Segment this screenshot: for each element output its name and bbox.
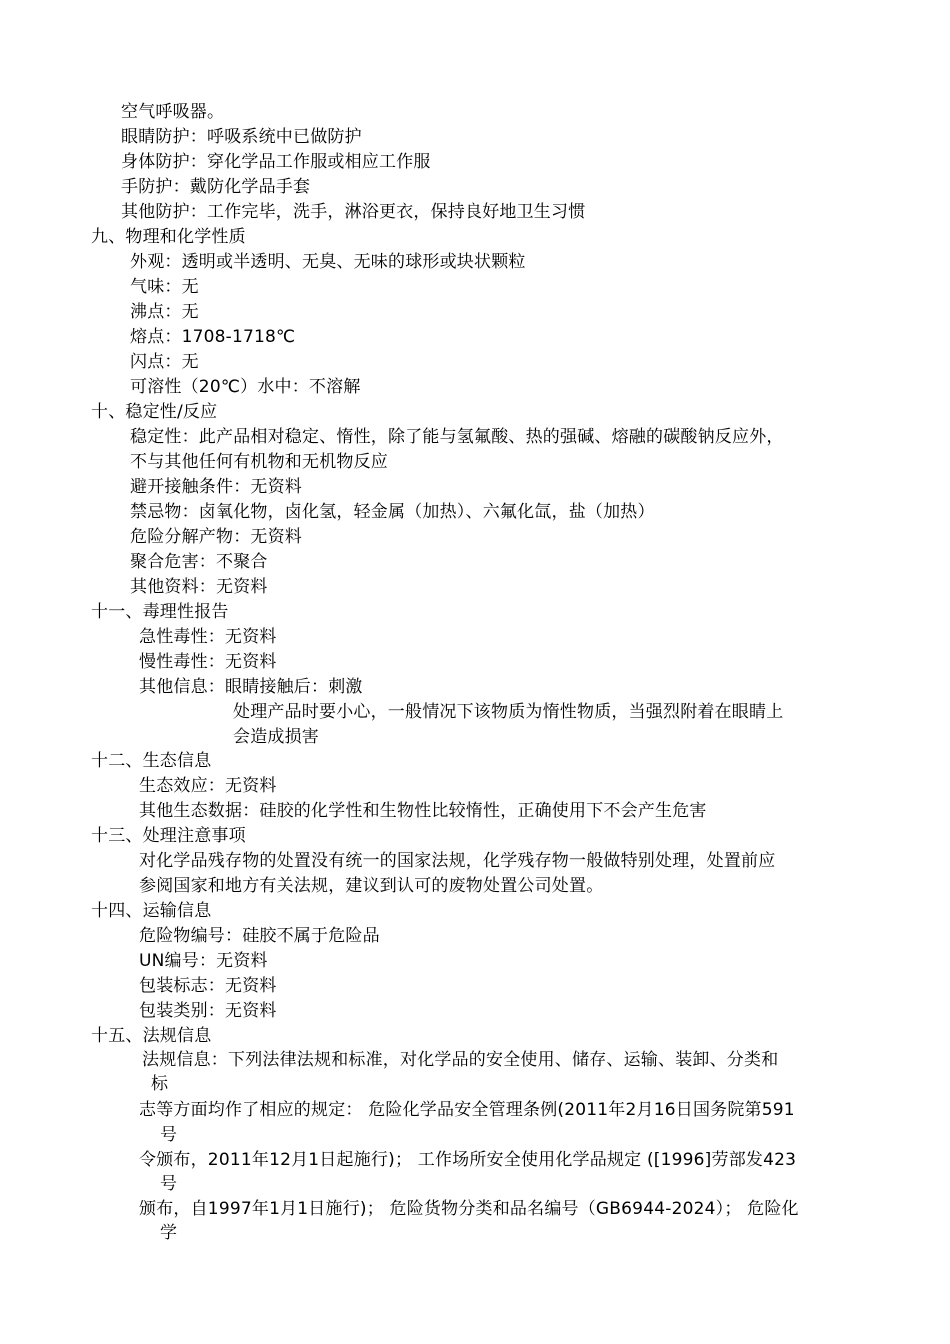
text-line: 令颁布，2011年12月1日起施行)； 工作场所安全使用化学品规定 ([1996]劳部发423 <box>139 1150 797 1170</box>
text-line: 其他生态数据：硅胶的化学性和生物性比较惰性，正确使用下不会产生危害 <box>139 801 707 821</box>
text-line: 熔点：1708-1718℃ <box>130 327 296 347</box>
text-line: 颁布，自1997年1月1日施行)； 危险货物分类和品名编号（GB6944-2024）； 危险化 <box>139 1199 799 1219</box>
text-line: 眼睛防护：呼吸系统中已做防护 <box>121 127 362 147</box>
text-line: 闪点：无 <box>130 352 199 372</box>
section-heading: 十二、生态信息 <box>91 751 212 771</box>
text-line: 包装标志：无资料 <box>139 976 277 996</box>
text-line: 生态效应：无资料 <box>139 776 277 796</box>
section-heading: 十、稳定性/反应 <box>91 402 218 422</box>
text-line: 危险分解产物：无资料 <box>130 527 302 547</box>
text-line: 急性毒性：无资料 <box>139 627 277 647</box>
text-line: 慢性毒性：无资料 <box>139 652 277 672</box>
section-heading: 十三、处理注意事项 <box>91 826 246 846</box>
text-line: 会造成损害 <box>233 727 319 747</box>
text-line: 不与其他任何有机物和无机物反应 <box>130 452 388 472</box>
text-line: 身体防护：穿化学品工作服或相应工作服 <box>121 152 431 172</box>
text-line: 气味：无 <box>130 277 199 297</box>
text-line: 标 <box>151 1074 169 1094</box>
text-line: 处理产品时要小心，一般情况下该物质为惰性物质，当强烈附着在眼睛上 <box>233 702 784 722</box>
text-line: 号 <box>160 1174 178 1194</box>
text-line: 禁忌物：卤氧化物，卤化氢，轻金属（加热）、六氟化氙，盐（加热） <box>130 502 655 522</box>
text-line: UN编号：无资料 <box>139 951 268 971</box>
text-line: 对化学品残存物的处置没有统一的国家法规，化学残存物一般做特别处理，处置前应 <box>139 851 776 871</box>
text-line: 危险物编号：硅胶不属于危险品 <box>139 926 380 946</box>
section-heading: 十五、法规信息 <box>91 1026 212 1046</box>
text-line: 号 <box>160 1125 178 1145</box>
text-line: 沸点：无 <box>130 302 199 322</box>
text-line: 其他信息：眼睛接触后：刺激 <box>139 677 363 697</box>
text-line: 其他防护：工作完毕，洗手，淋浴更衣，保持良好地卫生习惯 <box>121 202 586 222</box>
text-line: 手防护：戴防化学品手套 <box>121 177 311 197</box>
text-line: 包装类别：无资料 <box>139 1001 277 1021</box>
text-line: 聚合危害：不聚合 <box>130 552 268 572</box>
text-line: 参阅国家和地方有关法规，建议到认可的废物处置公司处置。 <box>139 876 604 896</box>
text-line: 学 <box>160 1223 178 1243</box>
text-line: 可溶性（20℃）水中：不溶解 <box>130 377 361 397</box>
text-line: 稳定性：此产品相对稳定、惰性，除了能与氢氟酸、热的强碱、熔融的碳酸钠反应外， <box>130 427 784 447</box>
section-heading: 十一、毒理性报告 <box>91 602 229 622</box>
text-line: 外观：透明或半透明、无臭、无味的球形或块状颗粒 <box>130 252 526 272</box>
text-line: 其他资料：无资料 <box>130 577 268 597</box>
text-line: 法规信息：下列法律法规和标准，对化学品的安全使用、储存、运输、装卸、分类和 <box>142 1050 779 1070</box>
section-heading: 十四、运输信息 <box>91 901 212 921</box>
section-heading: 九、物理和化学性质 <box>91 227 246 247</box>
text-line: 志等方面均作了相应的规定： 危险化学品安全管理条例(2011年2月16日国务院第591 <box>139 1100 795 1120</box>
text-line: 空气呼吸器。 <box>121 102 225 122</box>
text-line: 避开接触条件：无资料 <box>130 477 302 497</box>
